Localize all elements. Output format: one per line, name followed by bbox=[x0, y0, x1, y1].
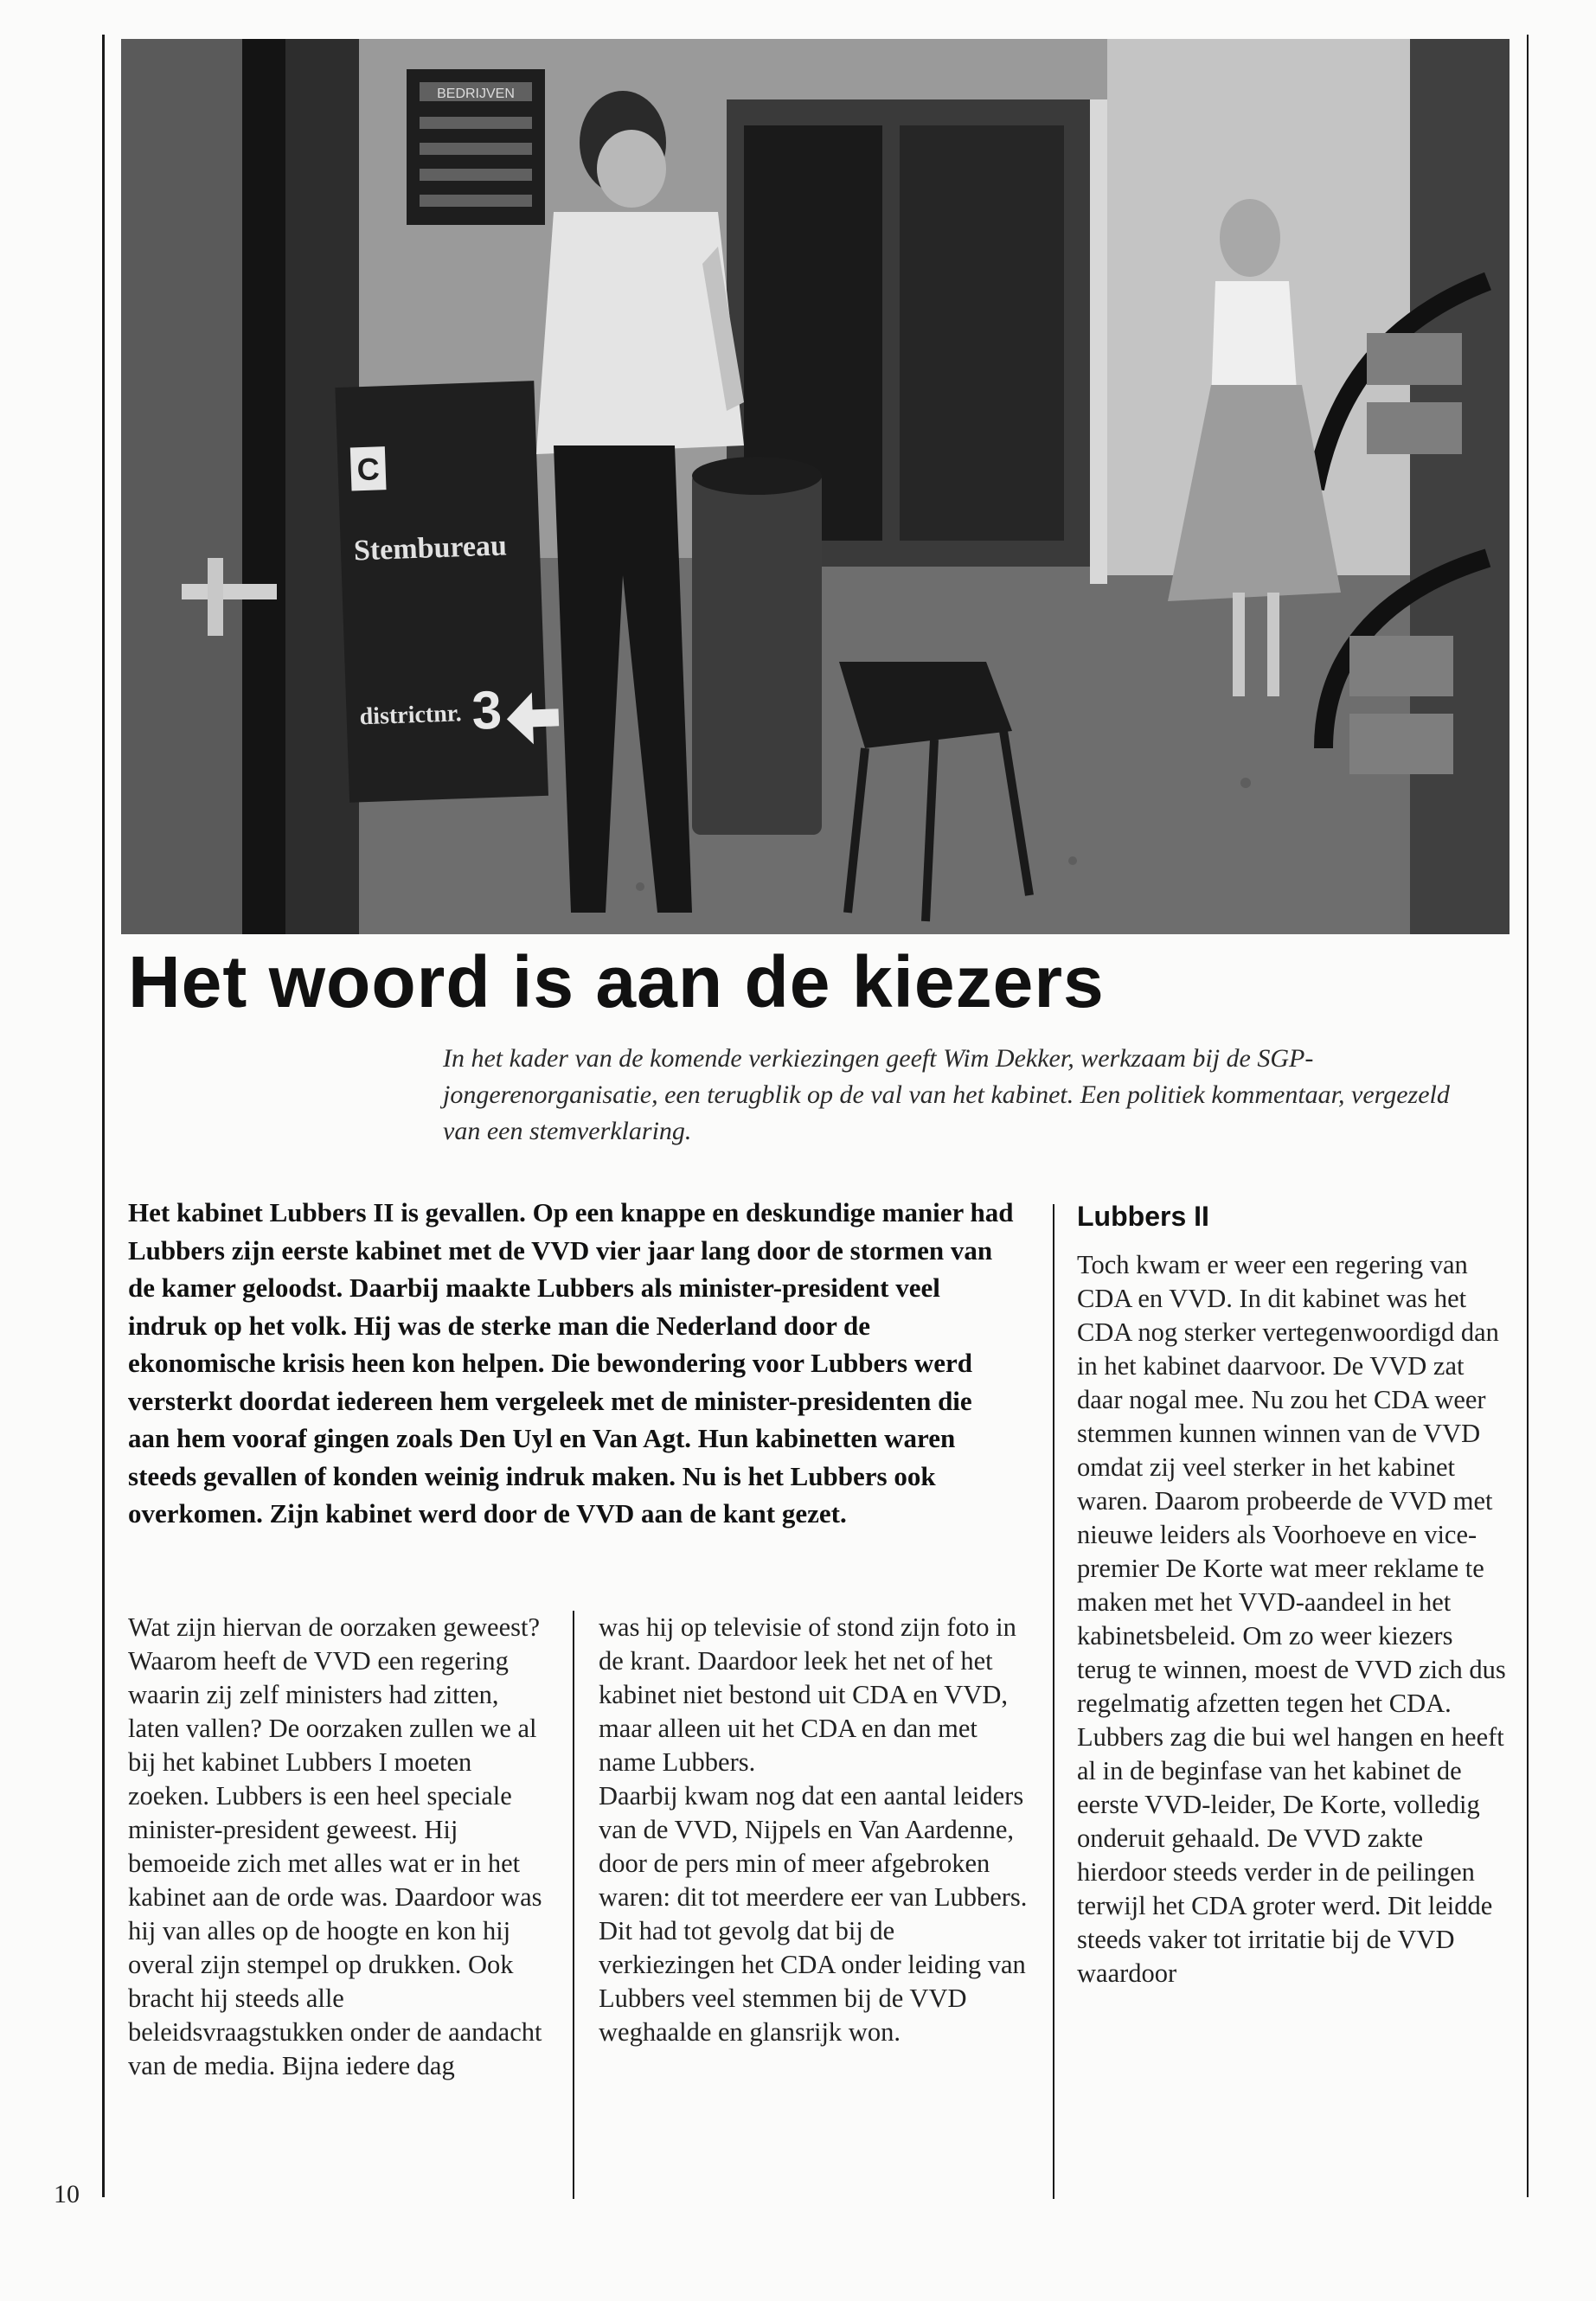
notice-board-title: BEDRIJVEN bbox=[437, 87, 515, 101]
district-number: 3 bbox=[471, 680, 503, 741]
body-paragraph: Wat zijn hiervan de oorzaken geweest? Waarom heeft de VVD een regering waarin zij zelf ministers had zitten, laten vallen? De oorzaken zullen we al bij het kabinet Lubbers I moeten zoeken. Lubbers is een heel speciale minister-president geweest. Hij bemoeide zich met alles wat er in het kabinet aan de orde was. Daardoor was hij van alles op de hoogte en kon hij overal zijn stempel op drukken. Ook bracht hij steeds alle beleidsvraagstukken onder de aandacht van de media. Bijna iedere dag bbox=[128, 1612, 542, 2080]
photo-polling-station-icon bbox=[121, 39, 1509, 934]
page-number: 10 bbox=[54, 2180, 80, 2208]
district-label: districtnr. bbox=[359, 700, 463, 731]
body-column-2 bbox=[599, 1611, 1031, 2049]
article-photo bbox=[121, 39, 1509, 934]
article-standfirst: In het kader van de komende verkiezingen geeft Wim Dekker, werkzaam bij de SGP-jongerenorganisatie, een terugblik op de val van het kabinet. Een politiek kommentaar, vergezeld van een stemverklaring. bbox=[443, 1044, 1450, 1145]
body-column-1 bbox=[128, 1611, 552, 2083]
left-margin-rule bbox=[102, 35, 105, 2197]
section-subhead: Lubbers II bbox=[1077, 1201, 1209, 1232]
article-headline: Het woord is aan de kiezers bbox=[128, 941, 1105, 1022]
body-paragraph: Daarbij kwam nog dat een aantal leiders van de VVD, Nijpels en Van Aardenne, door de pers min of meer afgebroken waren: dit tot meerdere eer van Lubbers. Dit had tot gevolg dat bij de verkiezingen het CDA onder leiding van Lubbers veel stemmen bij de VVD weghaalde en glansrijk won. bbox=[599, 1781, 1028, 2047]
body-paragraph: Toch kwam er weer een regering van CDA en VVD. In dit kabinet was het CDA nog sterker vertegenwoordigd dan in het kabinet daarvoor. De VVD zat daar nogal mee. Nu zou het CDA weer stemmen kunnen winnen van de VVD omdat zij veel sterker in het kabinet waren. Daarom probeerde de VVD met nieuwe leiders als Voorhoeve en vice-premier De Korte wat meer reklame te maken met het VVD-aandeel in het kabinetsbeleid. Om zo weer kiezers terug te winnen, moest de VVD zich dus regelmatig afzetten tegen het CDA. Lubbers zag die bui wel hangen en heeft al in de beginfase van het kabinet de eerste VVD-leider, De Korte, volledig onderuit gehaald. De VVD zakte hierdoor steeds verder in de peilingen terwijl het CDA groter werd. Dit leidde steeds vaker tot irritatie bij de VVD waardoor bbox=[1077, 1250, 1506, 1988]
body-column-3 bbox=[1077, 1248, 1509, 1990]
column-rule-1 bbox=[573, 1611, 574, 2199]
stembureau-sign-text: Stembureau bbox=[353, 529, 508, 567]
sign-logo: C bbox=[356, 451, 381, 488]
body-paragraph: was hij op televisie of stond zijn foto in de krant. Daardoor leek het net of het kabinet niet bestond uit CDA en VVD, maar alleen uit het CDA en dan met name Lubbers. bbox=[599, 1612, 1016, 1777]
right-margin-rule bbox=[1527, 35, 1529, 2197]
column-rule-2 bbox=[1053, 1204, 1054, 2199]
article-lead: Het kabinet Lubbers II is gevallen. Op een knappe en deskundige manier had Lubbers zijn eerste kabinet met de VVD vier jaar lang door de stormen van de kamer geloodst. Daarbij maakte Lubbers als minister-president veel indruk op het volk. Hij was de sterke man die Nederland door de ekonomische krisis heen kon helpen. Die bewondering voor Lubbers werd versterkt doordat iedereen hem vergeleek met de minister-presidenten die aan hem vooraf gingen zoals Den Uyl en Van Agt. Hun kabinetten waren steeds gevallen of konden weinig indruk maken. Nu is het Lubbers ook overkomen. Zijn kabinet werd door de VVD aan de kant gezet. bbox=[128, 1197, 1014, 1529]
